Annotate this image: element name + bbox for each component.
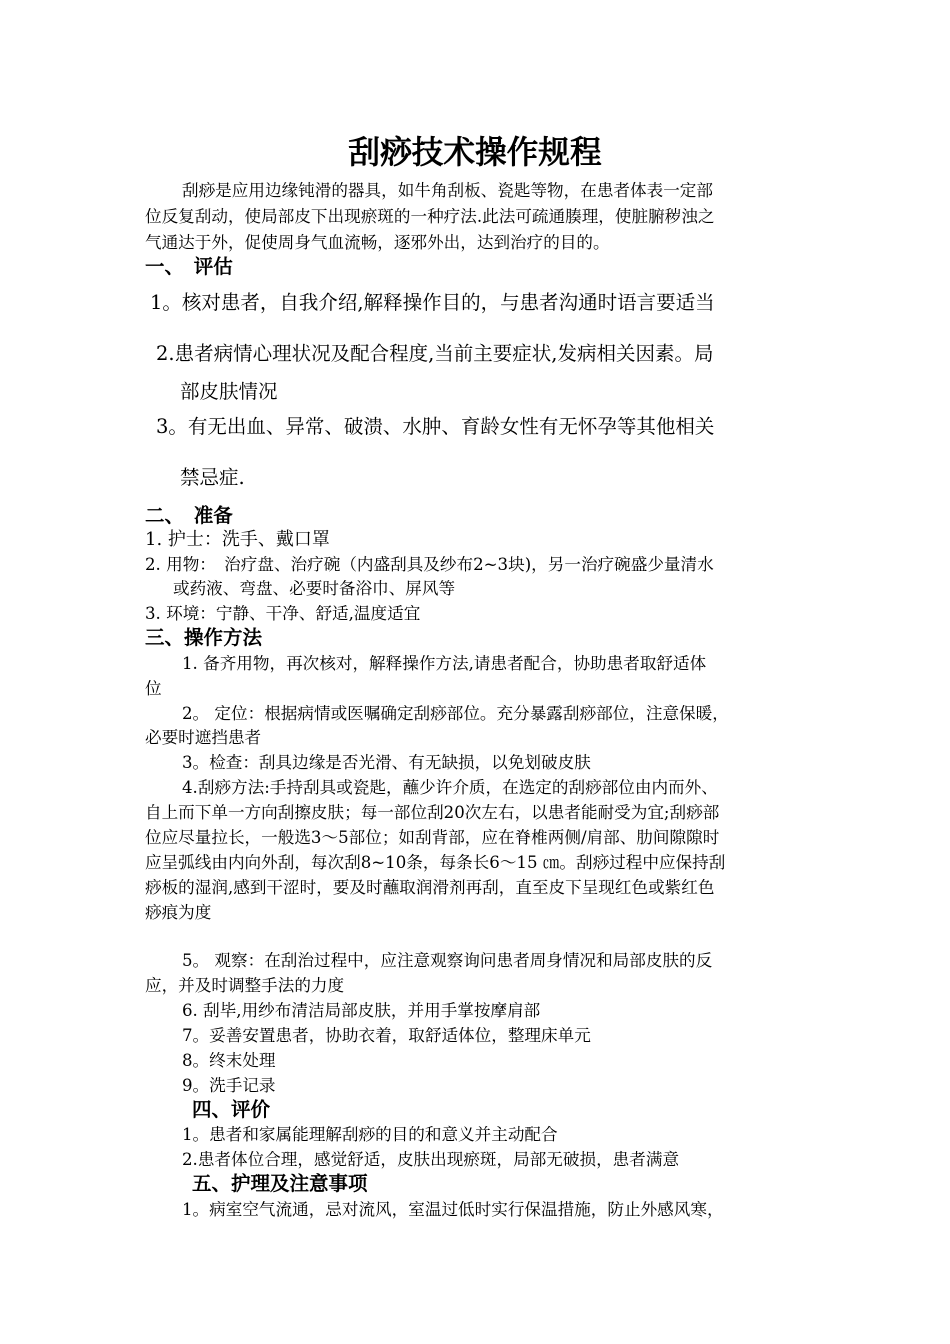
preparation-item-3: 3. 环境：宁静、干净、舒适,温度适宜 xyxy=(145,604,421,623)
procedure-item-1: 1. 备齐用物，再次核对，解释操作方法,请患者配合，协助患者取舒适体 xyxy=(182,654,707,673)
procedure-item-2: 2。 定位：根据病情或医嘱确定刮痧部位。充分暴露刮痧部位，注意保暖， xyxy=(182,704,729,723)
procedure-item-5: 5。 观察：在刮治过程中，应注意观察询问患者周身情况和局部皮肤的反 xyxy=(182,951,713,970)
assessment-item-1: 1。核对患者，自我介绍,解释操作目的，与患者沟通时语言要适当 xyxy=(150,291,715,314)
assessment-item-2-cont: 部皮肤情况 xyxy=(180,380,278,403)
procedure-item-4: 4.刮痧方法:手持刮具或瓷匙，蘸少许介质，在选定的刮痧部位由内而外、 xyxy=(182,778,718,797)
procedure-item-4-cont-2: 位应尽量拉长，一般选3～5部位；如刮背部，应在脊椎两侧/肩部、肋间隙隙时 xyxy=(145,828,720,847)
intro-line-2: 位反复刮动，使局部皮下出现瘀斑的一种疗法.此法可疏通腠理，使脏腑秽浊之 xyxy=(145,207,715,226)
procedure-item-8: 8。终末处理 xyxy=(182,1051,276,1070)
nursing-notes-item-1: 1。病室空气流通，忌对流风，室温过低时实行保温措施，防止外感风寒， xyxy=(182,1200,724,1219)
procedure-item-4-cont-5: 痧痕为度 xyxy=(145,903,212,922)
section-heading-evaluation: 四、评价 xyxy=(192,1098,271,1121)
preparation-item-2: 2. 用物： 治疗盘、治疗碗（内盛刮具及纱布2~3块)，另一治疗碗盛少量清水 xyxy=(145,555,714,574)
section-heading-procedure: 三、操作方法 xyxy=(145,626,263,649)
procedure-item-7: 7。妥善安置患者，协助衣着，取舒适体位，整理床单元 xyxy=(182,1026,591,1045)
evaluation-item-1: 1。患者和家属能理解刮痧的目的和意义并主动配合 xyxy=(182,1125,558,1144)
preparation-item-1: 1. 护士：洗手、戴口罩 xyxy=(145,529,330,550)
intro-line-3: 气通达于外，促使周身气血流畅，逐邪外出，达到治疗的目的。 xyxy=(145,233,610,252)
assessment-item-2: 2.患者病情心理状况及配合程度,当前主要症状,发病相关因素。局 xyxy=(156,342,714,365)
procedure-item-5-cont: 应，并及时调整手法的力度 xyxy=(145,976,345,995)
procedure-item-3: 3。检查：刮具边缘是否光滑、有无缺损，以免划破皮肤 xyxy=(182,753,591,772)
section-heading-preparation: 二、 准备 xyxy=(145,504,233,527)
procedure-item-4-cont-3: 应呈弧线由内向外刮，每次刮8~10条，每条长6～15 ㎝。刮痧过程中应保持刮 xyxy=(145,853,726,872)
evaluation-item-2: 2.患者体位合理，感觉舒适，皮肤出现瘀斑，局部无破损，患者满意 xyxy=(182,1150,680,1169)
procedure-item-6: 6. 刮毕,用纱布清洁局部皮肤，并用手掌按摩肩部 xyxy=(182,1001,541,1020)
section-heading-assessment: 一、 评估 xyxy=(145,255,233,278)
procedure-item-4-cont-1: 自上而下单一方向刮擦皮肤；每一部位刮20次左右，以患者能耐受为宜;刮痧部 xyxy=(145,803,720,822)
assessment-item-3: 3。有无出血、异常、破溃、水肿、育龄女性有无怀孕等其他相关 xyxy=(156,415,715,438)
procedure-item-1-cont: 位 xyxy=(145,679,162,698)
intro-line-1: 刮痧是应用边缘钝滑的器具，如牛角刮板、瓷匙等物，在患者体表一定部 xyxy=(182,181,713,200)
procedure-item-4-cont-4: 痧板的湿润,感到干涩时，要及时蘸取润滑剂再刮，直至皮下呈现红色或紫红色 xyxy=(145,878,715,897)
page-title: 刮痧技术操作规程 xyxy=(348,135,602,171)
assessment-item-3-cont: 禁忌症. xyxy=(180,466,245,489)
section-heading-nursing-notes: 五、护理及注意事项 xyxy=(192,1172,368,1195)
preparation-item-2-cont: 或药液、弯盘、必要时备浴巾、屏风等 xyxy=(173,579,456,598)
procedure-item-9: 9。洗手记录 xyxy=(182,1076,276,1095)
procedure-item-2-cont: 必要时遮挡患者 xyxy=(145,728,262,747)
